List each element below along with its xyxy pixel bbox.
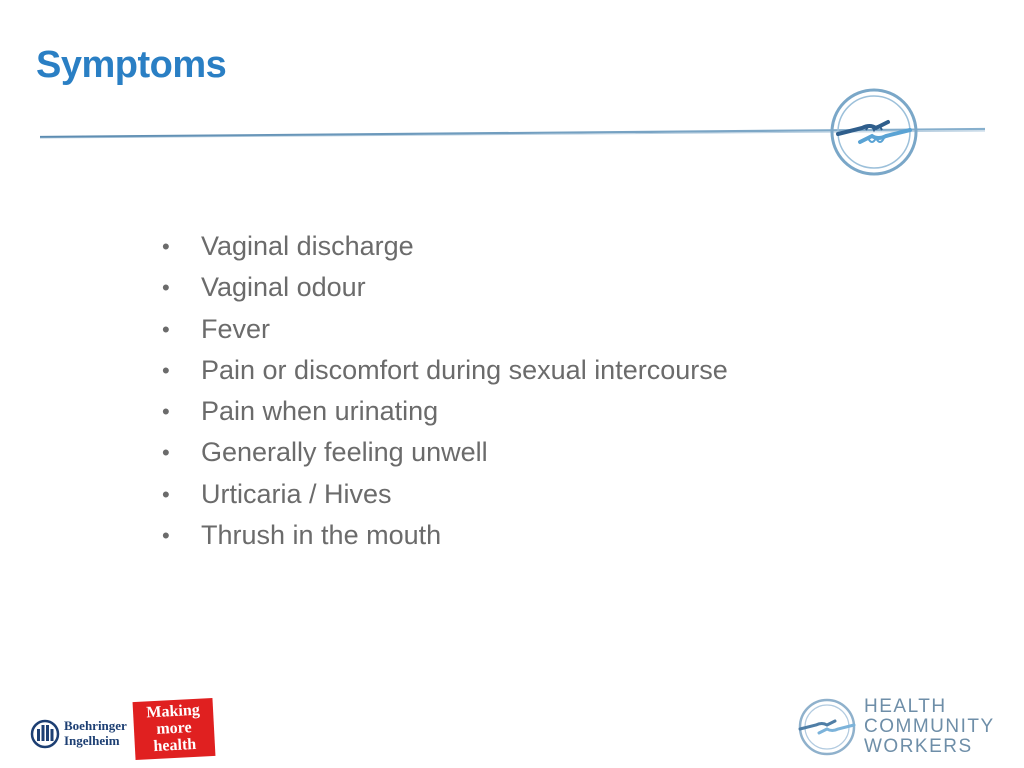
- making-more-health-badge: [133, 698, 216, 760]
- hcw-line1: HEALTH: [864, 696, 947, 717]
- bullet-icon: •: [162, 275, 170, 301]
- helping-hands-icon: [826, 84, 922, 180]
- list-item: [160, 267, 728, 308]
- helping-hands-icon: [794, 696, 860, 758]
- boehringer-ingelheim-icon: [30, 718, 60, 750]
- bullet-icon: •: [162, 481, 170, 507]
- list-item-text: Fever: [201, 313, 271, 344]
- mmh-line2: more: [155, 719, 193, 738]
- symptoms-list: [160, 226, 728, 556]
- bullet-icon: •: [162, 523, 170, 549]
- hcw-line3: WORKERS: [864, 736, 973, 757]
- list-item-text: Pain when urinating: [201, 396, 439, 427]
- bullet-icon: •: [162, 234, 170, 259]
- bullet-icon: •: [162, 357, 170, 383]
- list-item: [160, 309, 728, 350]
- slide-title: Symptoms: [36, 44, 227, 86]
- list-item-text: Thrush in the mouth: [201, 520, 442, 551]
- list-item-text: Pain or discomfort during sexual intercourse: [201, 354, 728, 385]
- list-item: [160, 432, 728, 473]
- bullet-icon: •: [162, 399, 170, 425]
- list-item-text: Vaginal discharge: [201, 231, 414, 261]
- list-item: [160, 226, 728, 267]
- list-item-text: Generally feeling unwell: [201, 437, 488, 468]
- list-item-text: Vaginal odour: [201, 272, 366, 303]
- hcw-line2: COMMUNITY: [864, 716, 995, 737]
- list-item-text: Urticaria / Hives: [201, 478, 392, 509]
- list-item: [160, 391, 728, 432]
- bi-logo-line1: Boehringer: [64, 718, 127, 733]
- health-community-workers-wordmark: [864, 697, 995, 757]
- bullet-icon: •: [162, 316, 170, 342]
- mmh-line1: Making: [146, 701, 201, 722]
- list-item: [160, 515, 728, 556]
- list-item: [160, 350, 728, 391]
- bi-logo-line2: Ingelheim: [64, 733, 120, 748]
- list-item: [160, 474, 728, 515]
- bullet-icon: •: [162, 440, 170, 466]
- mmh-line3: health: [153, 735, 197, 756]
- boehringer-ingelheim-logo: [30, 714, 130, 754]
